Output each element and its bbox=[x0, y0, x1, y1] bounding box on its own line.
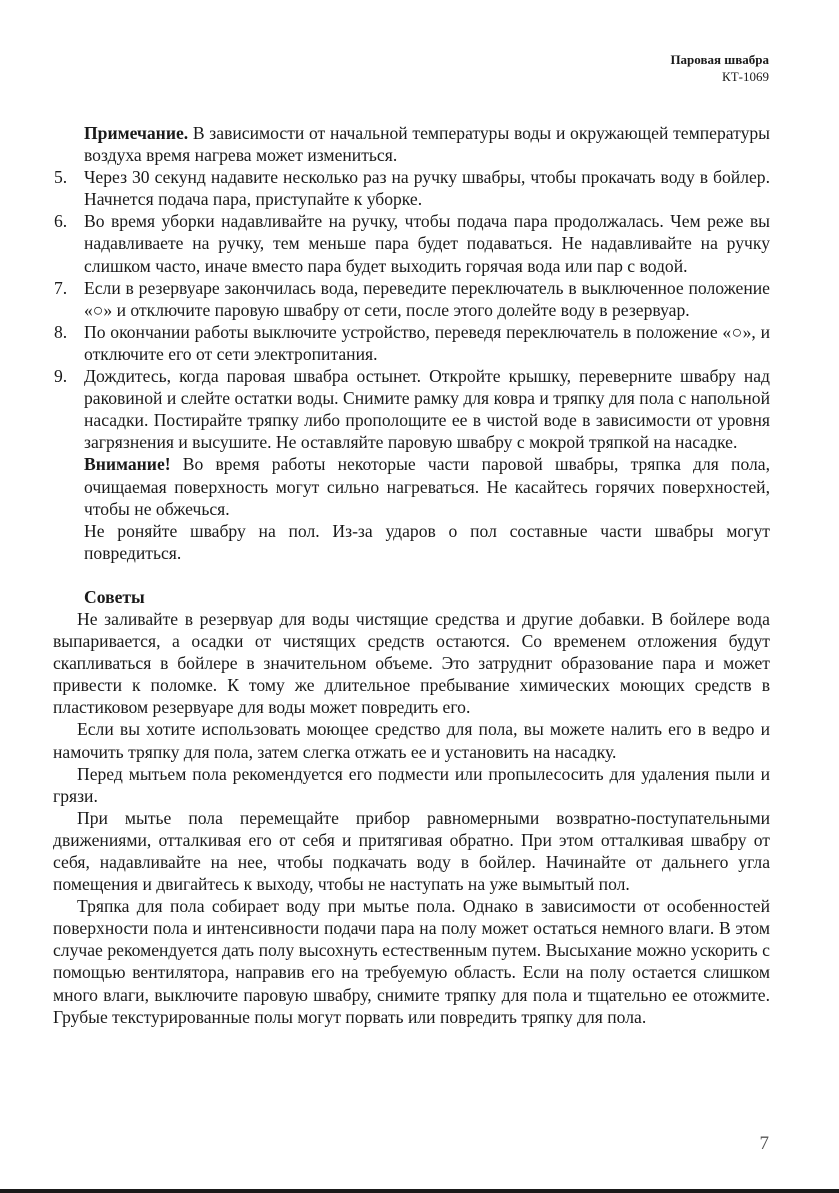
tips-section bbox=[53, 586, 770, 1028]
warning-label: Внимание! bbox=[84, 454, 171, 475]
step-number: 7. bbox=[54, 277, 68, 298]
product-title: Паровая швабра bbox=[670, 52, 769, 67]
list-item bbox=[54, 365, 770, 453]
model-number: КТ-1069 bbox=[722, 69, 769, 84]
step-number: 6. bbox=[54, 211, 68, 232]
page-header bbox=[670, 51, 769, 85]
drop-note: Не роняйте швабру на пол. Из-за ударов о пол составные части швабры могут повредиться. bbox=[84, 520, 770, 563]
warning-paragraph bbox=[82, 453, 770, 519]
list-item bbox=[54, 277, 770, 321]
tips-paragraph: Не заливайте в резервуар для воды чистящие средства и другие добавки. В бойлере вода выпаривается, а осадки от чистящих средств остаются. Со временем отложения будут скапливаться в бойлере в значительном объеме. Это затруднит образование пара и может привести к поломке. К тому же длительное пребывание химических моющих средств в пластиковом резервуаре для воды может повредить его. bbox=[53, 608, 770, 718]
note-text: В зависимости от начальной температуры воды и окружающей температуры воздуха время нагрева может измениться. bbox=[84, 123, 770, 166]
note-paragraph bbox=[82, 122, 770, 166]
tips-heading: Советы bbox=[84, 586, 145, 607]
step-text: Дождитесь, когда паровая швабра остынет. Откройте крышку, переверните швабру над раковиной и слейте остатки воды. Снимите рамку для ковра и тряпку для пола с напольной насадки. Постирайте тряпку либо прополощите ее в чистой воде в зависимости от уровня загрязнения и высушите. Не оставляйте паровую швабру с мокрой тряпкой на насадке. bbox=[84, 366, 770, 453]
tips-paragraph: При мытье пола перемещайте прибор равномерными возвратно-поступательными движениями, отталкивая его от себя и притягивая обратно. При этом отталкивая швабру от себя, надавливайте на нее, чтобы подкачать воду в бойлер. Начинайте от дальнего угла помещения и двигайтесь к выходу, чтобы не наступать на уже вымытый пол. bbox=[53, 807, 770, 895]
tips-paragraph: Перед мытьем пола рекомендуется его подмести или пропылесосить для удаления пыли и грязи. bbox=[53, 763, 770, 806]
note-label: Примечание. bbox=[84, 123, 189, 143]
step-number: 5. bbox=[54, 167, 68, 188]
step-text: Через 30 секунд надавите несколько раз на ручку швабры, чтобы прокачать воду в бойлер. Начнется подача пара, приступайте к уборке. bbox=[84, 167, 770, 210]
warning-text: Во время работы некоторые части паровой швабры, тряпка для пола, очищаемая поверхность могут сильно нагреваться. Не касайтесь горячих поверхностей, чтобы не обжечься. bbox=[84, 454, 770, 519]
page-content bbox=[53, 122, 770, 1028]
tips-paragraph: Тряпка для пола собирает воду при мытье пола. Однако в зависимости от особенностей поверхности пола и интенсивности подачи пара на полу может остаться немного влаги. В этом случае рекомендуется дать полу высохнуть естественным путем. Высыхание можно ускорить с помощью вентилятора, направив его на требуемую область. Если на полу остается слишком много влаги, выключите паровую швабру, снимите тряпку для пола и тщательно ее отожмите. Грубые текстурированные полы могут порвать или повредить тряпку для пола. bbox=[53, 896, 770, 1027]
step-number: 8. bbox=[54, 321, 68, 342]
list-item bbox=[54, 166, 770, 210]
tips-paragraph: Если вы хотите использовать моющее средство для пола, вы можете налить его в ведро и намочить тряпку для пола, затем слегка отжать ее и установить на насадку. bbox=[53, 719, 770, 762]
step-number: 9. bbox=[54, 366, 68, 387]
steps-list bbox=[54, 166, 770, 453]
list-item bbox=[54, 321, 770, 365]
step-text: Во время уборки надавливайте на ручку, чтобы подача пара продолжалась. Чем реже вы надавливаете на ручку, тем меньше пара будет подаваться. Не надавливайте на ручку слишком часто, иначе вместо пара будет выходить горячая вода или пар с водой. bbox=[84, 211, 770, 276]
page-number: 7 bbox=[759, 1133, 769, 1154]
list-item bbox=[54, 210, 770, 276]
section-spacer bbox=[82, 564, 770, 586]
bottom-border bbox=[0, 1189, 839, 1193]
step-text: По окончании работы выключите устройство, переведя переключатель в положение «○», и отключите его от сети электропитания. bbox=[84, 321, 770, 364]
step-text: Если в резервуаре закончилась вода, переведите переключатель в выключенное положение «○» и отключите паровую швабру от сети, после этого долейте воду в резервуар. bbox=[84, 277, 770, 320]
